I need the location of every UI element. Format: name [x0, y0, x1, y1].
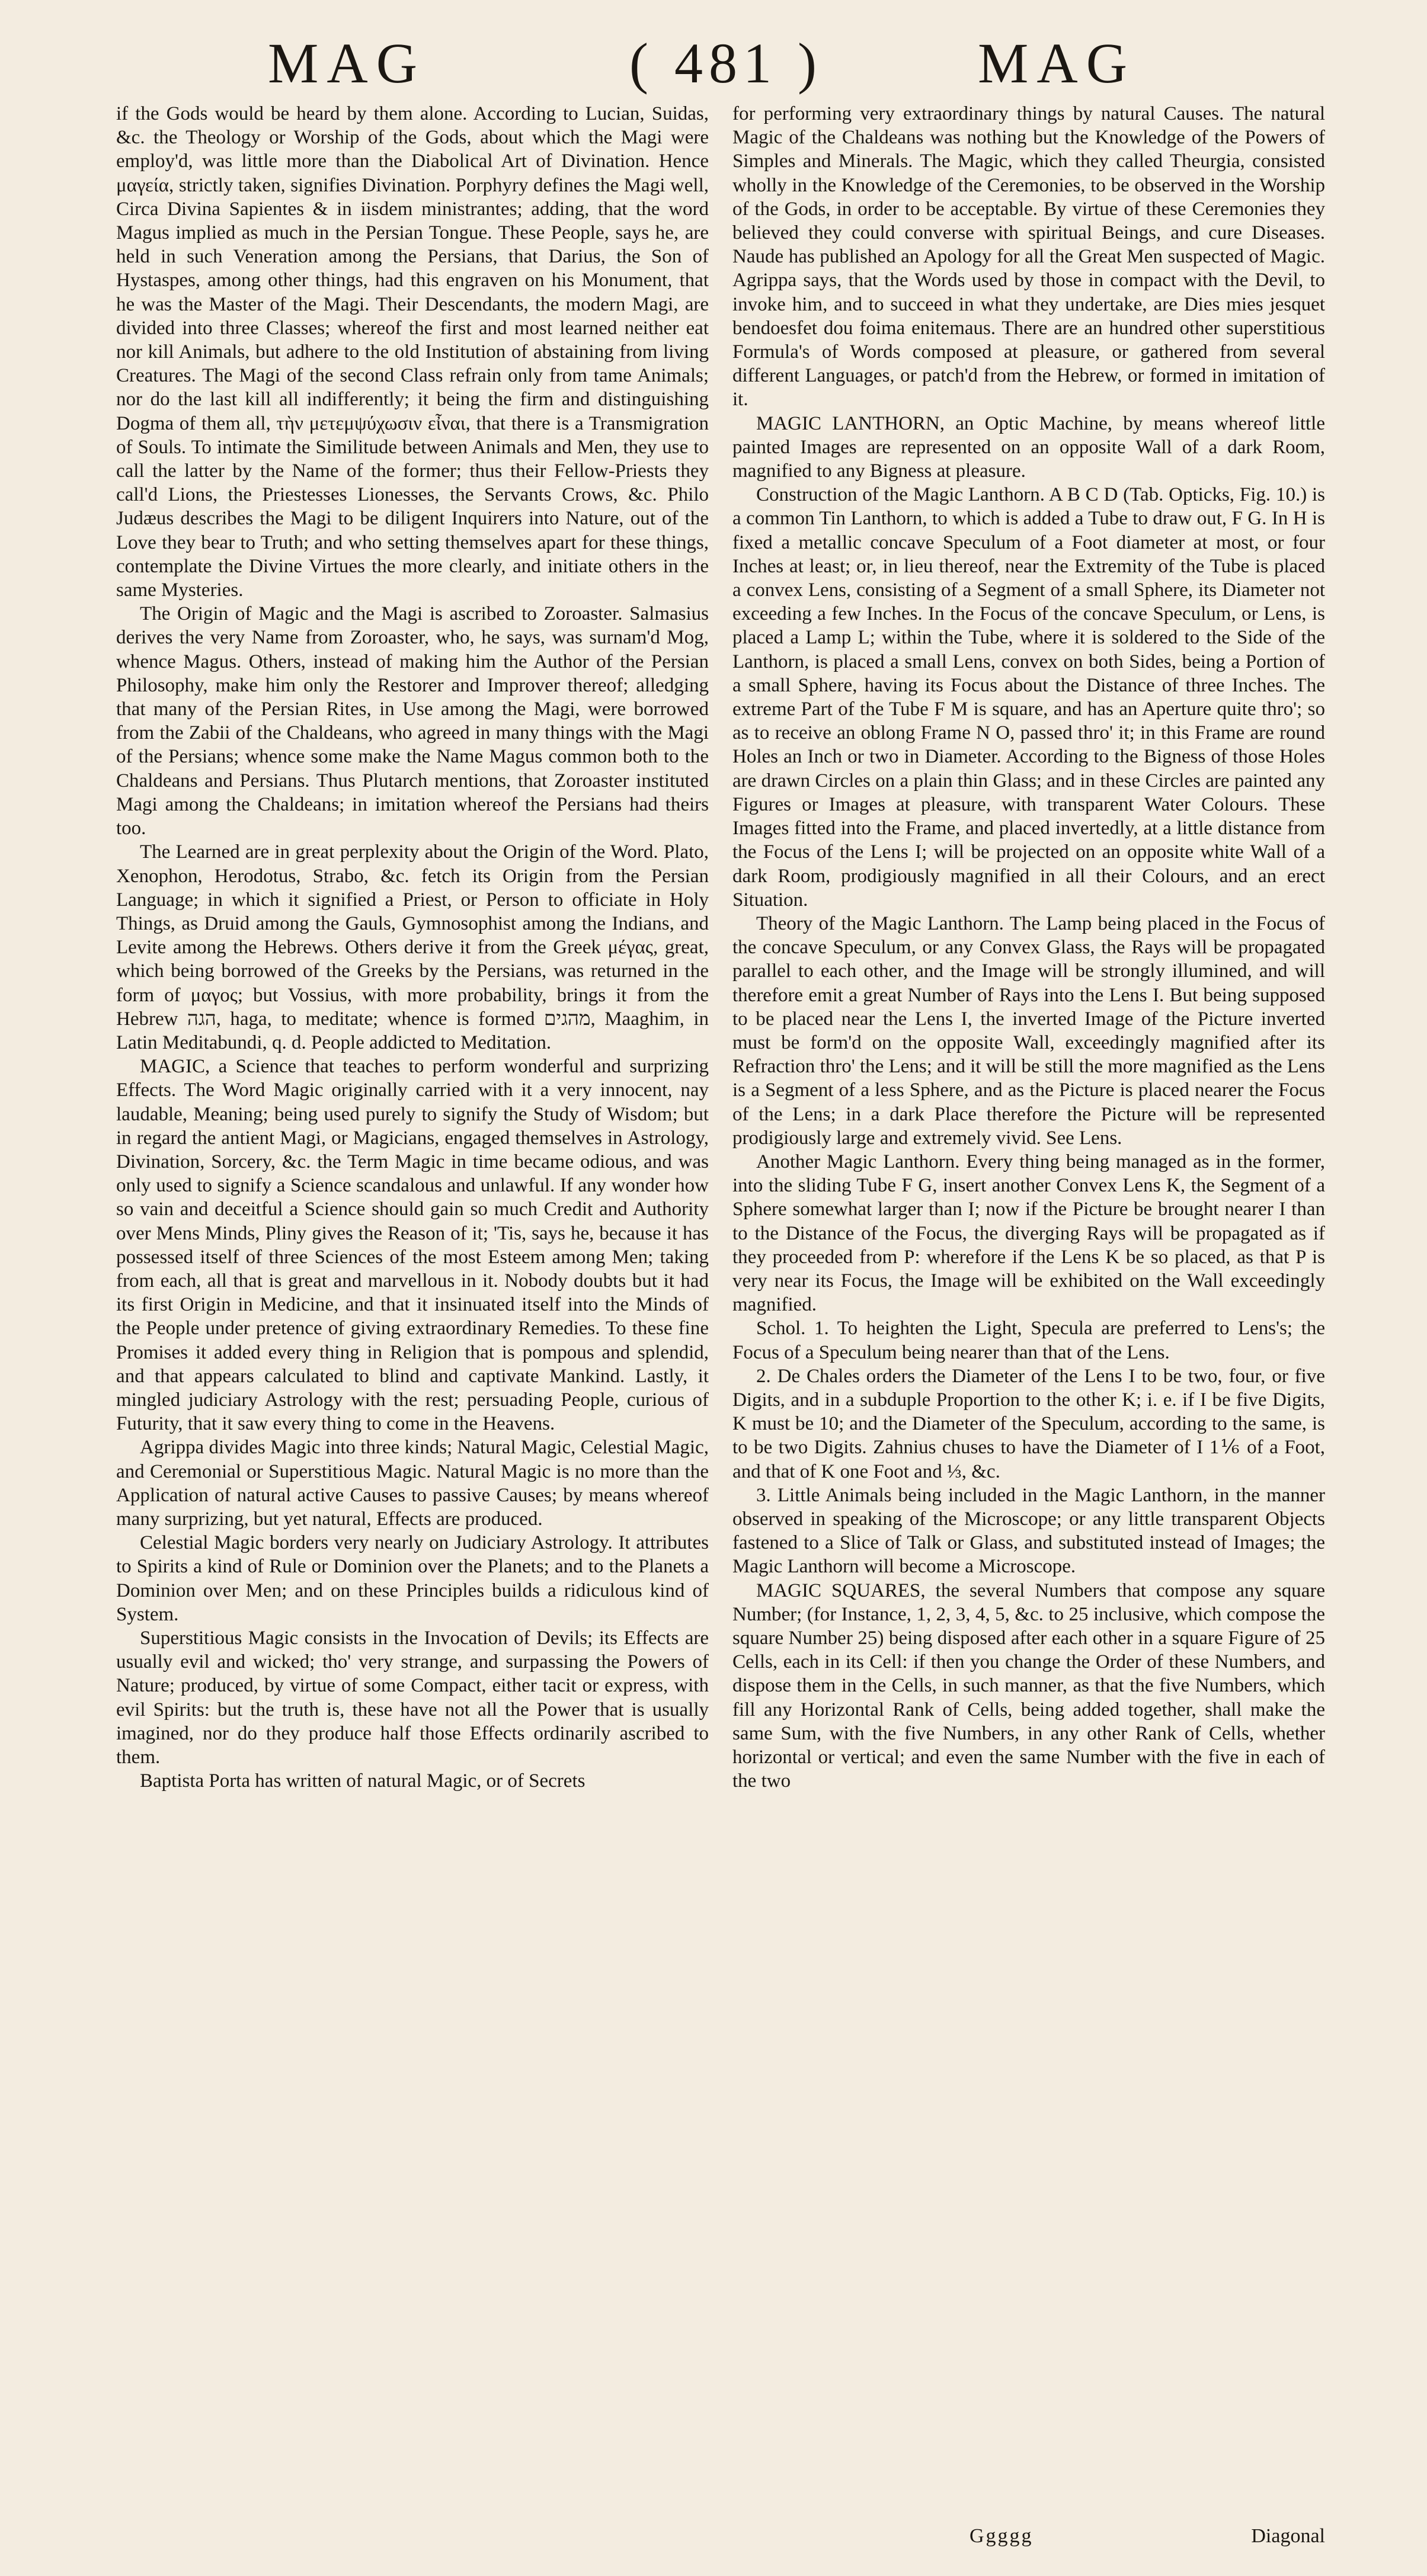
- running-header: [0, 25, 1427, 102]
- paragraph-another-lanthorn: Another Magic Lanthorn. Every thing being managed as in the former, into the sliding Tube F G, insert another Convex Lens K, the Segment of a Sphere somewhat larger than I; now if the Picture be brought nearer I than to the Distance of the Focus, the diverging Rays will be propagated as if they proceeded from P: wherefore if the Lens K be so placed, as that P is very near its Focus, the Image will be exhibited on the Wall exceedingly magnified.: [732, 1151, 1325, 1316]
- signature-mark: Ggggg: [970, 2525, 1034, 2547]
- paragraph-word-etymology: The Learned are in great perplexity about the Origin of the Word. Plato, Xenophon, Herodotus, Strabo, &c. fetch its Origin from the Persian Language; in which it signified a Priest, or Person to officiate in Holy Things, as Druid among the Gauls, Gymnosophist among the Indians, and Levite among the Hebrews. Others derive it from the Greek μέγας, great, which being borrowed of the Greeks by the Persians, was returned in the form of μαγος; but Vossius, with more probability, brings it from the Hebrew הגה, haga, to meditate; whence is formed מהגים, Maaghim, in Latin Meditabundi, q. d. People addicted to Meditation.: [116, 841, 709, 1053]
- paragraph-scholium-3: 3. Little Animals being included in the Magic Lanthorn, in the manner observed in speaking of the Microscope; or any little transparent Objects fastened to a Slice of Talk or Glass, and substituted instead of Images; the Magic Lanthorn will become a Microscope.: [732, 1484, 1325, 1578]
- paragraph-scholium-1: Schol. 1. To heighten the Light, Specula are preferred to Lens's; the Focus of a Speculum being nearer than that of the Lens.: [732, 1318, 1325, 1363]
- page-footer: [732, 2525, 1325, 2553]
- right-column: [732, 102, 1325, 1793]
- paragraph-scholium-2: 2. De Chales orders the Diameter of the Lens I to be two, four, or five Digits, and in a subduple Proportion to the other K; i. e. if I be five Digits, K must be 10; and the Diameter of the Speculum, according to the same, is to be two Digits. Zahnius chuses to have the Diameter of I 1⅙ of a Foot, and that of K one Foot and ⅓, &c.: [732, 1365, 1325, 1482]
- paragraph-magic-definition: MAGIC, a Science that teaches to perform wonderful and surprizing Effects. The Word Magic originally carried with it a very innocent, nay laudable, Meaning; being used purely to signify the Study of Wisdom; but in regard the antient Magi, or Magicians, engaged themselves in Astrology, Divination, Sorcery, &c. the Term Magic in time became odious, and was only used to signify a Science scandalous and unlawful. If any wonder how so vain and deceitful a Science should gain so much Credit and Authority over Mens Minds, Pliny gives the Reason of it; 'Tis, says he, because it has possessed itself of three Sciences of the most Esteem among Men; taking from each, all that is great and marvellous in it. Nobody doubts but it had its first Origin in Medicine, and that it insinuated itself into the Minds of the People under pretence of giving extraordinary Remedies. To these fine Promises it added every thing in Religion that is pompous and splendid, and that appears calculated to blind and captivate Mankind. Lastly, it mingled judiciary Astrology with the rest; persuading People, curious of Futurity, that it saw every thing to come in the Heavens.: [116, 1056, 709, 1435]
- paragraph-lanthorn-theory: Theory of the Magic Lanthorn. The Lamp being placed in the Focus of the concave Speculum, or any Convex Glass, the Rays will be propagated parallel to each other, and the Image will be strongly illumined, and will therefore emit a great Number of Rays into the Lens I. But being supposed to be placed near the Lens I, the inverted Image of the Picture inverted must be form'd on the opposite Wall, exceedingly magnified after its Refraction thro' the Lens; and it will be still the more magnified as the Lens is a Segment of a less Sphere, and as the Picture is placed nearer the Focus of the Lens; in a dark Place therefore the Picture will be represented prodigiously large and extremely vivid. See Lens.: [732, 912, 1325, 1149]
- header-left-word: MAG: [268, 31, 426, 95]
- left-column: [116, 102, 709, 1793]
- paragraph-lanthorn-construction: Construction of the Magic Lanthorn. A B C D (Tab. Opticks, Fig. 10.) is a common Tin Lanthorn, to which is added a Tube to draw out, F G. In H is fixed a metallic concave Speculum of a Foot diameter at most, or four Inches at least; or, in lieu thereof, near the Extremity of the Tube is placed a convex Lens, consisting of a Segment of a small Sphere, its Diameter not exceeding a few Inches. In the Focus of the concave Speculum, or Lens, is placed a Lamp L; within the Tube, where it is soldered to the Side of the Lanthorn, is placed a small Lens, convex on both Sides, being a Portion of a small Sphere, having its Focus about the Distance of three Inches. The extreme Part of the Tube F M is square, and has an Aperture quite thro'; so as to receive an oblong Frame N O, passed thro' it; in this Frame are round Holes an Inch or two in Diameter. According to the Bigness of those Holes are drawn Circles on a plain thin Glass; and in these Circles are painted any Figures or Images at pleasure, with transparent Water Colours. These Images fitted into the Frame, and placed invertedly, at a little distance from the Focus of the Lens I; will be projected on an opposite white Wall of a dark Room, prodigiously magnified in all their Colours, and an erect Situation.: [732, 484, 1325, 911]
- paragraph-natural-causes: for performing very extraordinary things by natural Causes. The natural Magic of the Chaldeans was nothing but the Knowledge of the Powers of Simples and Minerals. The Magic, which they called Theurgia, consisted wholly in the Knowledge of the Ceremonies, to be observed in the Worship of the Gods, in order to be acceptable. By virtue of these Ceremonies they believed they could converse with spiritual Beings, and cure Diseases. Naude has published an Apology for all the Great Men suspected of Magic. Agrippa says, that the Words used by those in compact with the Devil, to invoke him, and to succeed in what they undertake, are Dies mies jesquet bendoesfet dou foima enitemaus. There are an hundred other superstitious Formula's of Words composed at pleasure, or gathered from several different Languages, or patch'd from the Hebrew, or formed in imitation of it.: [732, 103, 1325, 411]
- paragraph-magic-squares: MAGIC SQUARES, the several Numbers that compose any square Number; (for Instance, 1, 2, 3, 4, 5, &c. to 25 inclusive, which compose the square Number 25) being disposed after each other in a square Figure of 25 Cells, each in its Cell: if then you change the Order of these Numbers, and dispose them in the Cells, in such manner, as that the five Numbers, which fill any Horizontal Rank of Cells, being added together, shall make the same Sum, with the five Numbers, in any other Rank of Cells, whether horizontal or vertical; and even the same Number with the five in each of the two: [732, 1579, 1325, 1792]
- header-right-word: MAG: [978, 31, 1136, 95]
- paragraph-superstitious-magic: Superstitious Magic consists in the Invocation of Devils; its Effects are usually evil and wicked; tho' very strange, and surpassing the Powers of Nature; produced, by virtue of some Compact, either tacit or express, with evil Spirits: but the truth is, these have not all the Power that is usually imagined, nor do they produce half those Effects ordinarily ascribed to them.: [116, 1627, 709, 1768]
- paragraph-agrippa-kinds: Agrippa divides Magic into three kinds; Natural Magic, Celestial Magic, and Ceremonial or Superstitious Magic. Natural Magic is no more than the Application of natural active Causes to passive Causes; by means whereof many surprizing, but yet natural, Effects are produced.: [116, 1437, 709, 1530]
- catchword: Diagonal: [1251, 2525, 1325, 2547]
- paragraph-baptista-porta: Baptista Porta has written of natural Magic, or of Secrets: [140, 1770, 585, 1792]
- paragraph-celestial-magic: Celestial Magic borders very nearly on Judiciary Astrology. It attributes to Spirits a kind of Rule or Dominion over the Planets; and to the Planets a Dominion over Men; and on these Principles builds a ridiculous kind of System.: [116, 1532, 709, 1625]
- paragraph-magic-lanthorn: MAGIC LANTHORN, an Optic Machine, by means whereof little painted Images are represented on an opposite Wall of a dark Room, magnified to any Bigness at pleasure.: [732, 412, 1325, 482]
- page-number: ( 481 ): [629, 31, 823, 95]
- paragraph-magi-theology: if the Gods would be heard by them alone. According to Lucian, Suidas, &c. the Theology or Worship of the Gods, about which the Magi were employ'd, was little more than the Diabolical Art of Divination. Hence μαγεία, strictly taken, signifies Divination. Porphyry defines the Magi well, Circa Divina Sapientes & in iisdem ministrantes; adding, that the word Magus implied as much in the Persian Tongue. These People, says he, are held in such Veneration among the Persians, that Darius, the Son of Hystaspes, among other things, had this engraven on his Monument, that he was the Master of the Magi. Their Descendants, the modern Magi, are divided into three Classes; whereof the first and most learned neither eat nor kill Animals, but adhere to the old Institution of abstaining from living Creatures. The Magi of the second Class refrain only from tame Animals; nor do the last kill all indifferently; it being the firm and distinguishing Dogma of them all, τὴν μετεμψύχωσιν εἶναι, that there is a Transmigration of Souls. To intimate the Similitude between Animals and Men, they use to call the latter by the Name of the former; thus their Fellow-Priests they call'd Lions, the Priestesses Lionesses, the Servants Crows, &c. Philo Judæus describes the Magi to be diligent Inquirers into Nature, out of the Love they bear to Truth; and who setting themselves apart for these things, contemplate the Divine Virtues the more clearly, and initiate others in the same Mysteries.: [116, 103, 709, 601]
- paragraph-origin-of-magic: The Origin of Magic and the Magi is ascribed to Zoroaster. Salmasius derives the very Name from Zoroaster, who, he says, was surnam'd Mog, whence Magus. Others, instead of making him the Author of the Persian Philosophy, make him only the Restorer and Improver thereof; alledging that many of the Persian Rites, in Use among the Magi, were borrowed from the Zabii of the Chaldeans, who agreed in many things with the Magi of the Persians; whence some make the Name Magus common both to the Chaldeans and Persians. Thus Plutarch mentions, that Zoroaster instituted Magi among the Chaldeans; in imitation whereof the Persians had theirs too.: [116, 603, 709, 840]
